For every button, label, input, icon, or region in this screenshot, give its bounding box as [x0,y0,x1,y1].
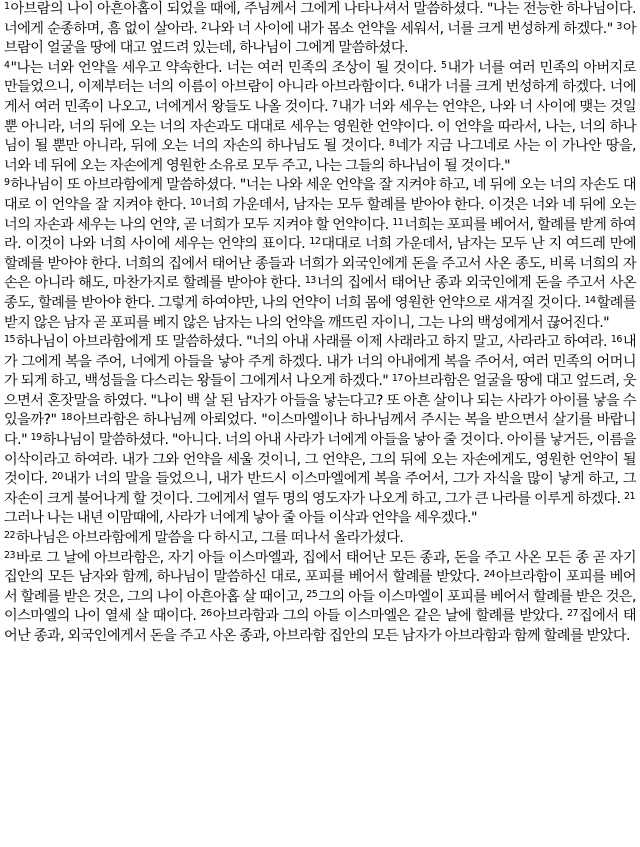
verse-text: 그러나 나는 내년 이맘때에, 사라가 너에게 낳아 줄 아들 이삭과 언약을 세우겠다." [4,510,477,527]
verse-number: 26 [200,608,212,620]
verse-number: 10 [190,196,202,208]
verse-number: 11 [392,216,404,228]
verse-number: 3 [616,20,622,32]
verse [4,334,611,350]
verse-text: 하나님이 아브라함에게 또 말씀하셨다. "너의 아내 사래를 이제 사래라고 하지 말고, 사라라고 하여라. [16,334,611,351]
verse-text: 네가 지금 나그네로 사는 이 가나안 땅을, 너와 네 뒤에 오는 자손에게 영원한 소유로 모두 주고, 나는 그들의 하나님이 될 것이다." [4,138,637,174]
verse-number: 12 [309,236,321,248]
verse-number: 6 [408,79,414,91]
verse-number: 22 [4,530,15,542]
verse-text: 내가 너의 말을 들었으니, 내가 반드시 이스마엘에게 복을 주어서, 그가 자식을 많이 낳게 하고, 그 자손이 크게 불어나게 할 것이다. 그에게서 열두 명의 영도자가 나오게 하고, 그가 큰 나라를 이루게 하겠다. [4,471,636,507]
scripture-paragraph [4,59,636,177]
verse-number: 16 [610,334,622,346]
verse [4,60,441,76]
verse-number: 13 [304,275,316,287]
verse [201,608,567,624]
verse-text: 하나님이 말씀하셨다. "아니다. 너의 아내 사라가 너에게 아들을 낳아 줄 것이다. 아이를 낳거든, 이름을 이삭이라고 하여라. 내가 그와 언약을 세울 것이니, 그 언약은, 그의 뒤에 오는 자손에게도, 영원한 언약이 될 것이다. [4,432,636,488]
verse-text: 내가 그에게 복을 주어, 너에게 아들을 낳아 주게 하겠다. 내가 너의 아내에게 복을 주어서, 여러 민족의 어머니가 되게 하고, 백성들을 다스리는 왕들이 그에게서 나오게 하겠다." [4,334,636,390]
verse-text: 아브라함은 하나님께 아뢰었다. "이스마엘이나 하나님께서 주시는 복을 받으면서 살기를 바랍니다." [4,412,636,449]
verse [201,21,616,37]
verse-text: 너의 집에서 태어난 종과 외국인에게 돈을 주고서 사온 종도, 할례를 받아야 한다. 그렇게 하여야만, 나의 언약이 너희 몸에 영원한 언약으로 새겨질 것이다. [4,275,637,311]
scripture-paragraph [4,333,636,529]
verse-number: 20 [51,471,63,483]
verse-text: 내가 너를 크게 번성하게 하겠다. 너에게서 여러 민족이 나오고, 너에게서 왕들도 나올 것이다. [4,79,636,115]
verse-number: 1 [4,1,10,12]
verse-text: 하나님은 아브라함에게 말씀을 다 하시고, 그를 떠나서 올라가셨다. [16,530,404,547]
verse-number: 17 [391,373,403,385]
scripture-paragraph [4,176,636,333]
verse-text: 너희는 포피를 베어서, 할례를 받게 하여라. 이것이 나와 너희 사이에 세우는 언약의 표이다. [4,216,637,253]
verse-text: 내가 너를 여러 민족의 아버지로 만들었으니, 이제부터는 너의 이름이 아브람이 아니라 아브라함이다. [4,59,636,96]
verse-text: 너희 가운데서, 남자는 모두 할례를 받아야 한다. 이것은 너와 네 뒤에 오는 너의 자손과 세우는 나의 언약, 곧 너희가 모두 지켜야 할 언약이다. [4,196,636,233]
verse-number: 21 [624,490,635,502]
verse-number: 5 [440,59,447,71]
verse-number: 9 [4,177,10,189]
verse-text: 그의 아들 이스마엘이 포피를 베어서 할례를 받은 것은, 이스마엘의 나이 열세 살 때이다. [4,588,636,625]
verse [4,471,636,507]
scripture-paragraph [4,0,636,59]
verse [4,530,403,546]
verse-number: 7 [331,98,338,110]
verse-text: 나와 너 사이에 내가 몸소 언약을 세워서, 너를 크게 번성하게 하겠다." [207,20,617,37]
verse-text: 할례를 받지 않은 남자 곧 포피를 베지 않은 남자는 나의 언약을 깨뜨린 자이니, 그는 나의 백성에게서 끊어진다." [4,294,636,331]
verse-number: 18 [60,412,72,424]
verse-number: 2 [201,20,207,32]
verse-number: 8 [388,138,395,150]
verse-text: 아브람이 얼굴을 땅에 대고 엎드려 있는데, 하나님이 그에게 말씀하셨다. [4,20,636,57]
verse-text: 집에서 태어난 종과, 외국인에게서 돈을 주고 사온 종과, 아브라함 집안의 모든 남자가 아브라함과 함께 할례를 받았다. [4,608,636,644]
verse-number: 23 [4,549,15,561]
verse-number: 4 [4,59,10,71]
verse-text: 아브라함이 포피를 베어서 할례를 받은 것은, 그의 나이 아흔아홉 살 때이고, [4,569,636,605]
verse-number: 27 [567,608,579,620]
verse-number: 15 [4,334,15,346]
verse-number: 19 [30,432,42,444]
verse-text: 바로 그 날에 아브라함은, 자기 아들 이스마엘과, 집에서 태어난 모든 종과, 돈을 주고 사온 모든 종 곧 자기 집안의 모든 남자와 함께, 하나님이 말씀하신 대로, 포피를 베어서 할례를 받았다. [4,549,636,586]
verse-number: 24 [483,569,495,581]
scripture-paragraph [4,529,636,549]
verse-text: 아브라함은 얼굴을 땅에 대고 엎드려, 웃으면서 혼잣말을 하였다. "나이 백 살 된 남자가 아들을 낳는다고? 또 아흔 살이나 되는 사라가 아이를 낳을 수 있을까?" [4,373,636,429]
verse-number: 14 [584,294,596,306]
verse-text: 대대로 너희 가운데서, 남자는 모두 난 지 여드레 만에 할례를 받아야 한다. 너희의 집에서 태어난 종들과 너희가 외국인에게 돈을 주고서 사온 종도, 비록 너희의 자손은 아니라 해도, 마찬가지로 할례를 받아야 한다. [4,236,636,292]
verse-text: "나는 너와 언약을 세우고 약속한다. 너는 여러 민족의 조상이 될 것이다. [10,59,441,76]
verse-text: 아브라함과 그의 아들 이스마엘은 같은 날에 할례를 받았다. [212,608,568,625]
verse-text: 하나님이 또 아브라함에게 말씀하셨다. "너는 나와 세운 언약을 잘 지켜야 하고, 네 뒤에 오는 너의 자손도 대대로 이 언약을 잘 지켜야 한다. [4,177,636,213]
verse-number: 25 [306,588,318,600]
verse-text: 아브람의 나이 아흔아홉이 되었을 때에, 주님께서 그에게 나타나셔서 말씀하셨다. "나는 전능한 하나님이다. 너에게 순종하며, 흠 없이 살아라. [4,1,636,37]
scripture-paragraph [4,549,636,647]
verse-text: 내가 너와 세우는 언약은, 나와 너 사이에 맺는 것일 뿐 아니라, 너의 뒤에 오는 너의 자손과도 대대로 세우는 영원한 언약이다. 이 언약을 따라서, 나는, 너의 하나님이 될 뿐만 아니라, 뒤에 오는 너의 자손의 하나님도 될 것이다. [4,98,637,155]
